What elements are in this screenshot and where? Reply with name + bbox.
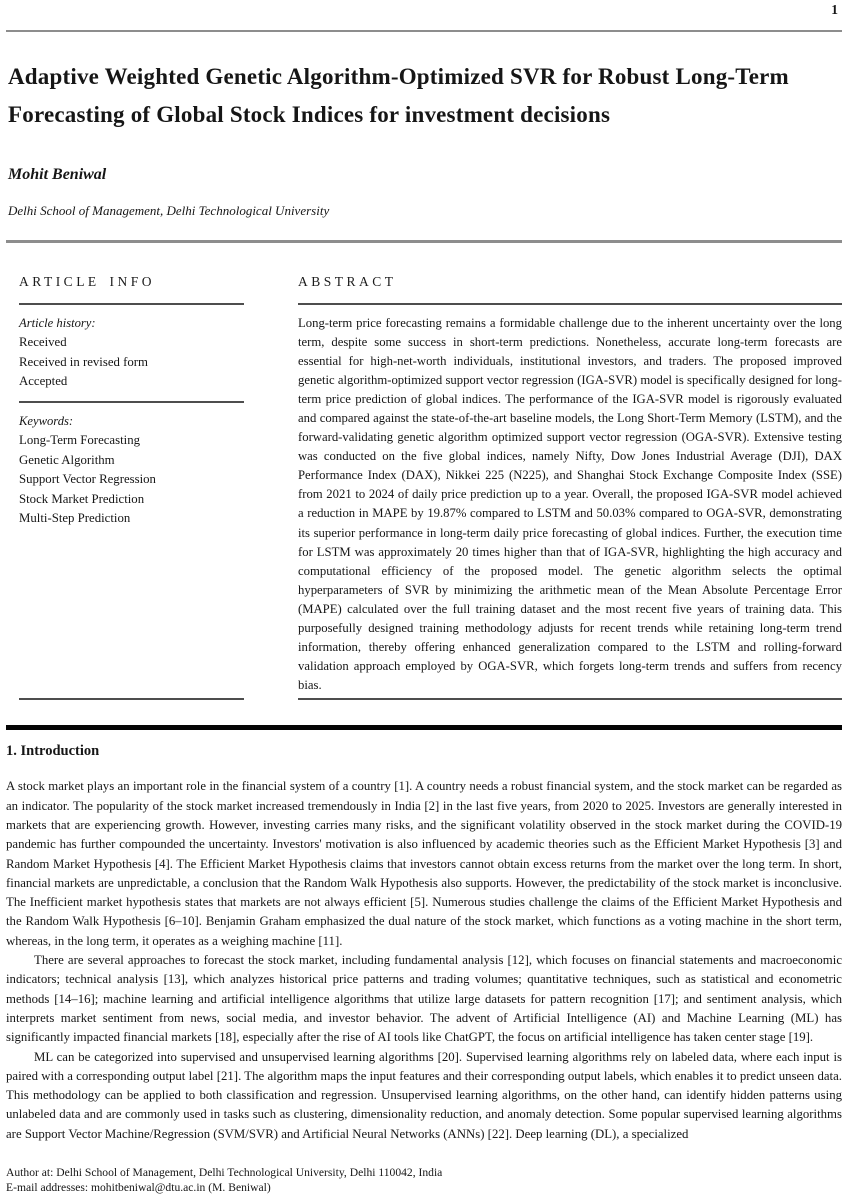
footnote-author-line: Author at: Delhi School of Management, Delhi Technological University, Delhi 110042, India xyxy=(6,1166,443,1179)
article-info-bottom-rule xyxy=(19,698,244,700)
page-number: 1 xyxy=(831,2,838,17)
history-item: Received xyxy=(19,335,67,349)
abstract-column xyxy=(298,274,842,701)
keywords-label: Keywords: xyxy=(19,413,74,428)
keyword-item: Long-Term Forecasting xyxy=(19,433,140,447)
abstract-text: Long-term price forecasting remains a formidable challenge due to the inherent uncertainty over the long term, despite some success in short-term predictions. Nonetheless, accurate long-term forecasts are essential for high-net-worth individuals, institutional investors, and traders. The proposed improved genetic algorithm-optimized support vector regression (IGA-SVR) model is specifically designed for long-term price prediction of global indices. The performance of the IGA-SVR model is rigorously evaluated and compared against the state-of-the-art baseline models, the Long Short-Term Memory (LSTM), and the forward-validating genetic algorithm optimized support vector regression (OGA-SVR). Extensive testing was conducted on the five global indices, namely Nifty, Dow Jones Industrial Average (DJI), DAX Performance Index (DAX), Nikkei 225 (N225), and Shanghai Stock Exchange Composite Index (SSE) from 2021 to 2024 of daily price prediction up to a year. Overall, the proposed IGA-SVR model achieved a reduction in MAPE by 19.87% compared to LSTM and 50.03% compared to OGA-SVR, demonstrating its superior performance in long-term daily price forecasting of global indices. Further, the execution time for LSTM was approximately 20 times higher than that of IGA-SVR, highlighting the high accuracy and computational efficiency of the proposed model. The genetic algorithm selects the optimal hyperparameters of SVR by minimizing the arithmetic mean of the Mean Absolute Percentage Error (MAPE) calculated over the full training dataset and the most recent five years of training data. This purposefully designed training methodology adjusts for recent trends while retaining long-term trend information, thereby offering enhanced generalization compared to the LSTM and rolling-forward validation approach employed by OGA-SVR, which forgets long-term trends and suffers from recency bias. xyxy=(298,315,842,693)
history-item: Accepted xyxy=(19,374,68,388)
abstract-heading-rule xyxy=(298,303,842,305)
keyword-item: Genetic Algorithm xyxy=(19,452,115,467)
history-item: Received in revised form xyxy=(19,354,148,369)
author-name: Mohit Beniwal xyxy=(8,166,107,183)
section-divider-bar xyxy=(6,725,842,730)
keyword-item: Support Vector Regression xyxy=(19,472,156,486)
keywords-divider-rule xyxy=(19,401,244,403)
article-info-column xyxy=(19,274,244,701)
affiliation-rule xyxy=(6,240,842,243)
info-abstract-band xyxy=(6,274,842,701)
footnote-email-line: E-mail addresses: mohitbeniwal@dtu.ac.in (M. Beniwal) xyxy=(6,1181,271,1194)
article-info-heading: ARTICLE INFO xyxy=(19,273,156,289)
keyword-item: Stock Market Prediction xyxy=(19,491,145,506)
intro-paragraph: There are several approaches to forecast the stock market, including fundamental analysis [12], which focuses on financial statements and macroeconomic indicators; technical analysis [13], which analyzes historical price patterns and trading volumes; quantitative techniques, such as statistical and econometric methods [14–16]; machine learning and artificial intelligence algorithms that utilize large datasets for pattern recognition [17]; and sentiment analysis, which interprets market sentiment from news, social media, and investor behavior. The advent of Artificial Intelligence (AI) and Machine Learning (ML) has significantly impacted financial markets [18], especially after the rise of AI tools like ChatGPT, the focus on artificial intelligence has taken center stage [19]. xyxy=(6,953,842,1045)
abstract-heading: ABSTRACT xyxy=(298,273,397,289)
author-affiliation: Delhi School of Management, Delhi Technological University xyxy=(8,203,330,218)
introduction-heading: 1. Introduction xyxy=(6,743,100,760)
article-history-label: Article history: xyxy=(19,315,96,330)
abstract-bottom-rule xyxy=(298,698,842,700)
author-footnote xyxy=(6,1165,842,1195)
intro-paragraph: ML can be categorized into supervised and unsupervised learning algorithms [20]. Supervised learning algorithms rely on labeled data, where each input is paired with a corresponding output label [21]. The algorithm maps the input features and their corresponding output labels, which enables it to predict unseen data. This methodology can be applied to both classification and regression. Unsupervised learning algorithms, on the other hand, can identify hidden patterns using unlabeled data and are commonly used in tasks such as clustering, dimensionality reduction, and anomaly detection. Some popular supervised learning algorithms are Support Vector Machine/Regression (SVM/SVR) and Artificial Neural Networks (ANNs) [22]. Deep learning (DL), a specialized xyxy=(6,1049,842,1141)
article-info-heading-rule xyxy=(19,303,244,305)
header-rule xyxy=(6,30,842,32)
intro-paragraph: A stock market plays an important role in the financial system of a country [1]. A country needs a robust financial system, and the stock market can be regarded as an indicator. The popularity of the stock market increased tremendously in India [2] in the last five years, from 2020 to 2025. Investors are generally interested in markets that are experiencing growth. However, investing carries many risks, and the significant volatility observed in the stock market during the COVID-19 pandemic has further compounded the uncertainty. Investors' motivation is also influenced by academic theories such as the Efficient Market Hypothesis [3] and Random Market Hypothesis [4]. The Efficient Market Hypothesis claims that investors cannot obtain excess returns from the market over the long term. In short, financial markets are unpredictable, a conclusion that the Random Walk Hypothesis also supports. However, the predictability of the stock market is inconclusive. The Inefficient market hypothesis states that markets are not always efficient [5]. Numerous studies challenge the claims of the Efficient Market Hypothesis and the Random Walk Hypothesis [6–10]. Benjamin Graham emphasized the dual nature of the stock market, which functions as a voting machine in the short term, whereas, in the long term, it operates as a weighing machine [11]. xyxy=(6,779,842,948)
paper-title: Adaptive Weighted Genetic Algorithm-Optimized SVR for Robust Long-Term Forecasting of Global Stock Indices for investment decisions xyxy=(8,64,789,127)
introduction-body xyxy=(6,777,842,1144)
keyword-item: Multi-Step Prediction xyxy=(19,511,131,525)
